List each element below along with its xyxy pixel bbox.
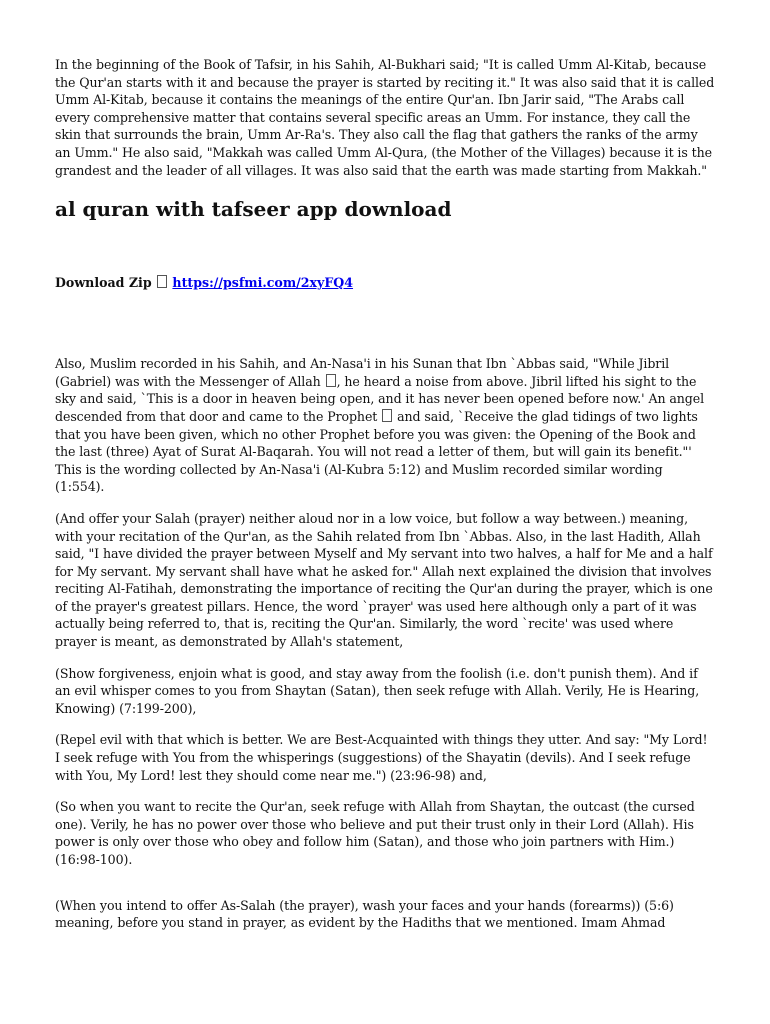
paragraph-1	[55, 355, 715, 496]
paragraph-6: (When you intend to offer As-Salah (the prayer), wash your faces and your hands (forearms)) (5:6) meaning, before you stand in prayer, as evident by the Hadiths that we mentioned. Imam Ahmad	[55, 897, 674, 931]
download-link[interactable]: https://psfmi.com/2xyFQ4	[172, 275, 354, 291]
paragraph-1-part-c: and said, `Receive the glad tidings of two lights that you have been given, which no other Prophet before you was given: the Opening of the Book and the last (three) Ayat of Surat Al-Baqarah. You will not read a letter of them, but will gain its benefit."' This is the wording collected by An-Nasa'i (Al-Kubra 5:12) and Muslim recorded similar wording (1:554).	[55, 408, 698, 495]
page-title: al quran with tafseer app download	[55, 197, 452, 222]
missing-glyph-icon	[157, 275, 167, 288]
download-line	[55, 274, 715, 291]
paragraph-1-part-b: , he heard a noise from above. Jibril lifted his sight to the sky and said, `This is a door in heaven being open, and it has never been opened before now.' An angel descended from that door and came to the Prophet	[55, 373, 705, 424]
paragraph-4: (Repel evil with that which is better. We are Best-Acquainted with things they utter. And say: "My Lord! I seek refuge with You from the whisperings (suggestions) of the Shayatin (devils). And I seek refuge with You, My Lord! lest they should come near me.") (23:96-98) and,	[55, 732, 708, 783]
paragraph-2: (And offer your Salah (prayer) neither aloud nor in a low voice, but follow a way between.) meaning, with your recitation of the Qur'an, as the Sahih related from Ibn `Abbas. Also, in the last Hadith, Allah said, "I have divided the prayer between Myself and My servant into two halves, a half for Me and a half for My servant. My servant shall have what he asked for." Allah next explained the division that involves reciting Al-Fatihah, demonstrating the importance of reciting the Qur'an during the prayer, which is one of the prayer's greatest pillars. Hence, the word `prayer' was used here although only a part of it was actually being referred to, that is, reciting the Qur'an. Similarly, the word `recite' was used where prayer is meant, as demonstrated by Allah's statement,	[55, 510, 713, 650]
paragraph-1-part-a: Also, Muslim recorded in his Sahih, and An-Nasa'i in his Sunan that Ibn `Abbas said, "While Jibril (Gabriel) was with the Messenger of Allah	[55, 356, 670, 389]
download-label: Download Zip	[55, 275, 152, 291]
intro-paragraph: In the beginning of the Book of Tafsir, in his Sahih, Al-Bukhari said; "It is called Umm Al-Kitab, because the Qur'an starts with it and because the prayer is started by reciting it." It was also said that it is called Umm Al-Kitab, because it contains the meanings of the entire Qur'an. Ibn Jarir said, "The Arabs call every comprehensive matter that contains several specific areas an Umm. For instance, they call the skin that surrounds the brain, Umm Ar-Ra's. They also call the flag that gathers the ranks of the army an Umm." He also said, "Makkah was called Umm Al-Qura, (the Mother of the Villages) because it is the grandest and the leader of all villages. It was also said that the earth was made starting from Makkah."	[55, 57, 715, 178]
missing-glyph-icon	[382, 409, 392, 422]
missing-glyph-icon	[326, 374, 336, 387]
document-page	[55, 56, 715, 932]
paragraph-5: (So when you want to recite the Qur'an, seek refuge with Allah from Shaytan, the outcast (the cursed one). Verily, he has no power over those who believe and put their trust only in their Lord (Allah). His power is only over those who obey and follow him (Satan), and those who join partners with Him.) (16:98-100).	[55, 799, 695, 867]
paragraph-3: (Show forgiveness, enjoin what is good, and stay away from the foolish (i.e. don't punish them). And if an evil whisper comes to you from Shaytan (Satan), then seek refuge with Allah. Verily, He is Hearing, Knowing) (7:199-200),	[55, 665, 700, 716]
